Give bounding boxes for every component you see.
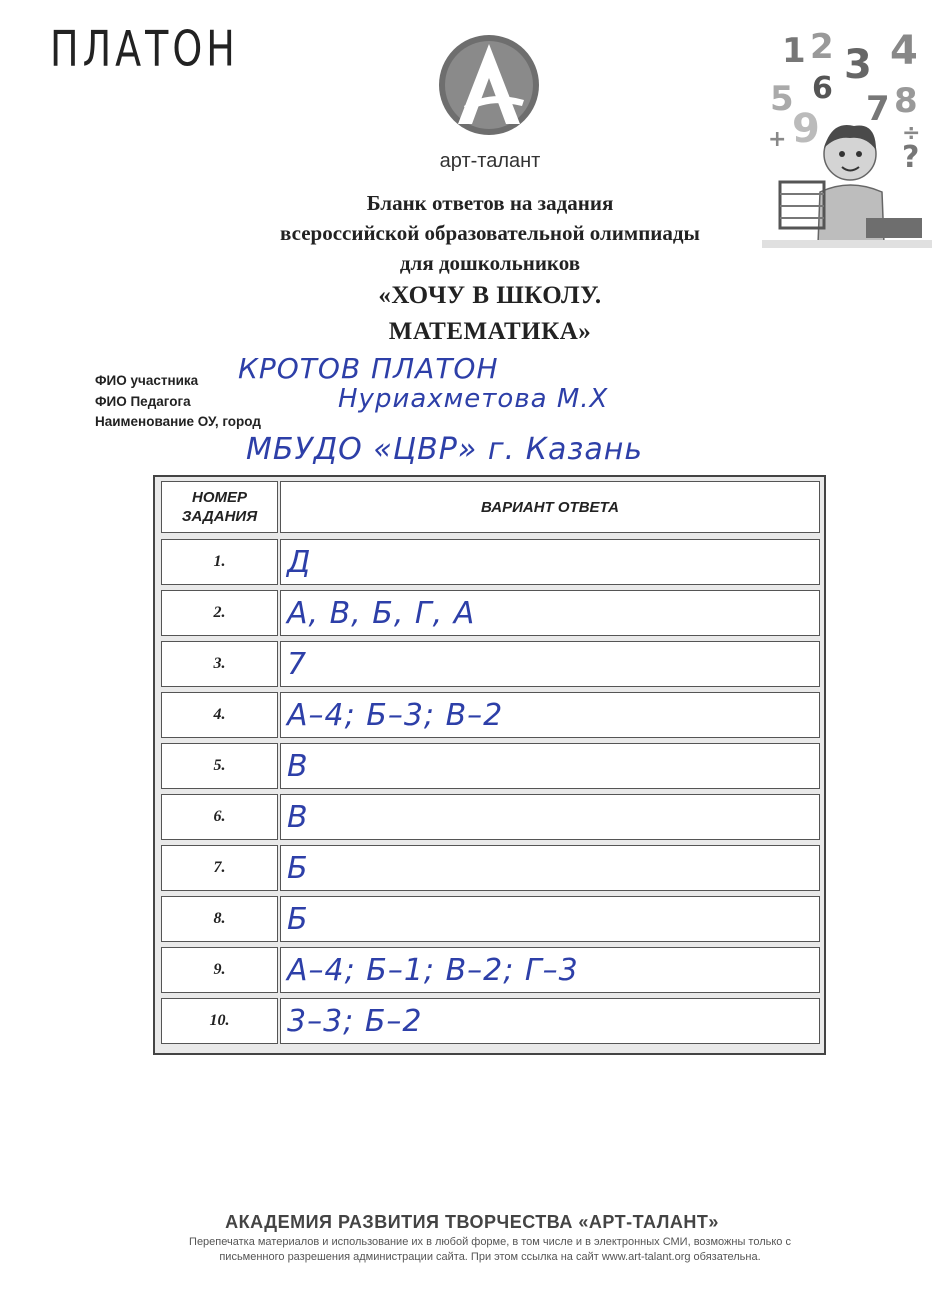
footer-title: АКАДЕМИЯ РАЗВИТИЯ ТВОРЧЕСТВА «АРТ-ТАЛАНТ» — [225, 1212, 719, 1232]
task-number: 5. — [161, 743, 278, 789]
table-row — [159, 590, 820, 636]
table-row — [159, 947, 820, 993]
table-row — [159, 845, 820, 891]
digit-2: 2 — [810, 27, 834, 67]
participant-value[interactable]: КРОТОВ ПЛАТОН — [238, 352, 499, 385]
header-task-number-line2: ЗАДАНИЯ — [181, 508, 258, 525]
task-number: 9. — [161, 947, 278, 993]
task-number: 1. — [161, 539, 278, 585]
title-line-1: Бланк ответов на задания — [366, 191, 614, 215]
title-line-4: «ХОЧУ В ШКОЛУ. — [378, 282, 602, 309]
answer-cell[interactable]: А–4; Б–1; В–2; Г–3 — [280, 947, 820, 993]
task-number: 2. — [161, 590, 278, 636]
task-number: 7. — [161, 845, 278, 891]
logo-name: арт-талант — [439, 150, 541, 172]
title-line-3: для дошкольников — [399, 251, 581, 275]
answer-cell[interactable]: Д — [280, 539, 820, 585]
org-label: Наименование ОУ, город — [95, 414, 261, 429]
header-answer-variant: ВАРИАНТ ОТВЕТА — [280, 481, 820, 533]
table-row — [159, 641, 820, 687]
digit-5: 5 — [770, 79, 794, 119]
teacher-value[interactable]: Нуриахметова М.Х — [338, 384, 609, 414]
task-number: 10. — [161, 998, 278, 1044]
answer-cell[interactable]: Б — [280, 896, 820, 942]
org-value[interactable]: МБУДО «ЦВР» г. Казань — [246, 432, 644, 467]
answer-cell[interactable]: В — [280, 743, 820, 789]
task-number: 8. — [161, 896, 278, 942]
table-row — [159, 692, 820, 738]
table-row — [159, 896, 820, 942]
task-number: 3. — [161, 641, 278, 687]
form-title — [150, 188, 830, 350]
answer-cell[interactable]: 7 — [280, 641, 820, 687]
table-row — [159, 743, 820, 789]
footer-note-line-1: Перепечатка материалов и использование их в любой форме, в том числе и в электронных СМИ, возможны только с — [189, 1236, 791, 1248]
task-number: 6. — [161, 794, 278, 840]
title-line-2: всероссийской образовательной олимпиады — [280, 221, 700, 245]
digit-question: ? — [902, 140, 920, 175]
answer-cell[interactable]: Б — [280, 845, 820, 891]
footer-copyright-note — [120, 1235, 860, 1265]
answers-table — [153, 475, 826, 1055]
digit-9: 9 — [792, 106, 820, 152]
digit-1: 1 — [782, 31, 806, 71]
answer-cell[interactable]: В — [280, 794, 820, 840]
table-row — [159, 998, 820, 1044]
table-row — [159, 539, 820, 585]
table-row — [159, 794, 820, 840]
header-task-number — [161, 481, 278, 533]
digit-8: 8 — [894, 81, 918, 121]
answer-cell[interactable]: 3–3; Б–2 — [280, 998, 820, 1044]
digit-4: 4 — [890, 28, 918, 74]
footer-note-line-2: письменного разрешения администрации сайта. При этом ссылка на сайт www.art-talant.org обязательна. — [219, 1251, 761, 1263]
task-number: 4. — [161, 692, 278, 738]
plus-sign: + — [768, 127, 787, 152]
header-task-number-line1: НОМЕР — [191, 489, 247, 506]
digit-7: 7 — [866, 89, 890, 129]
divide-sign: ÷ — [902, 121, 921, 146]
title-line-5: МАТЕМАТИКА» — [388, 318, 592, 345]
digit-3: 3 — [844, 42, 872, 88]
handwritten-name-note: ПЛАТОН — [50, 20, 239, 78]
table-header-row — [159, 481, 820, 533]
participant-label: ФИО участника — [95, 373, 199, 388]
teacher-label: ФИО Педагога — [95, 394, 191, 409]
digit-6: 6 — [812, 71, 833, 106]
boy-with-numbers-illustration — [762, 22, 932, 252]
answer-cell[interactable]: А–4; Б–3; В–2 — [280, 692, 820, 738]
answer-cell[interactable]: А, В, Б, Г, А — [280, 590, 820, 636]
art-talant-logo — [434, 30, 544, 150]
